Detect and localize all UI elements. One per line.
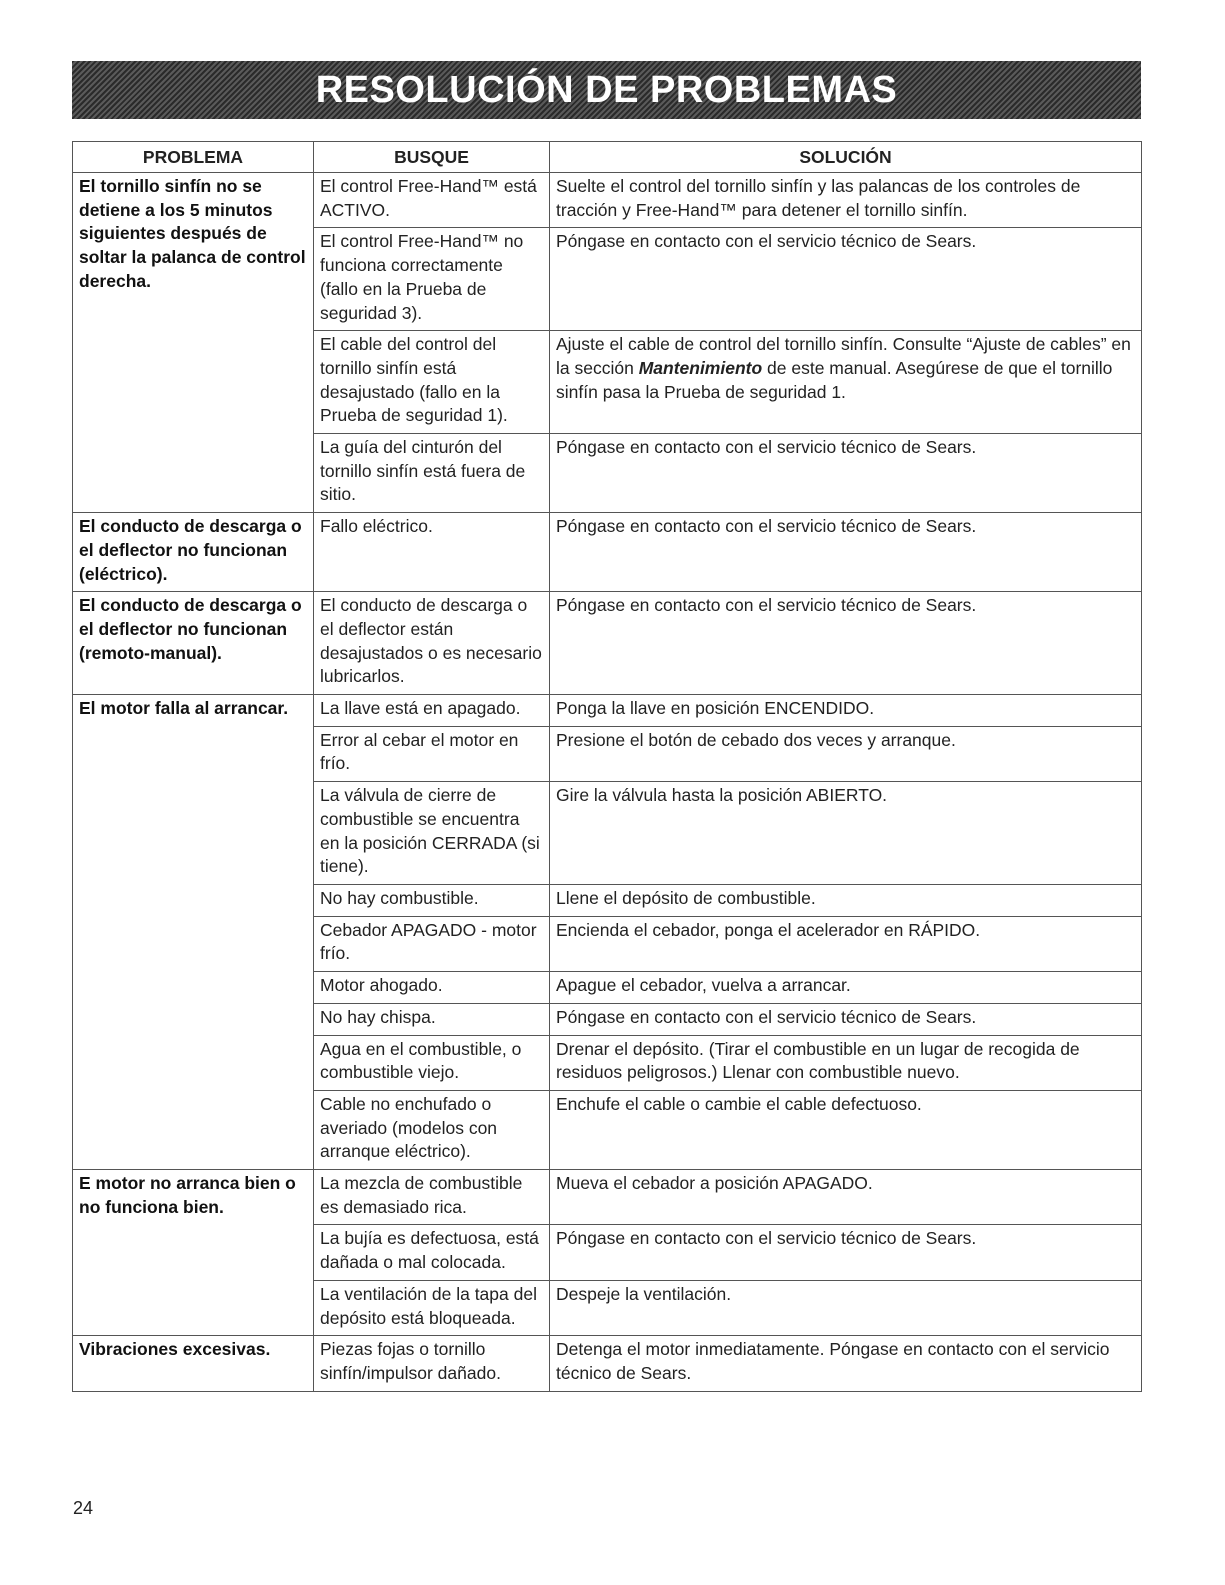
problem-cell: El motor falla al arrancar. bbox=[73, 695, 314, 1170]
solution-cell: Póngase en contacto con el servicio técnico de Sears. bbox=[550, 1225, 1142, 1280]
title-banner bbox=[72, 61, 1141, 119]
cause-cell: La válvula de cierre de combustible se encuentra en la posición CERRADA (si tiene). bbox=[314, 782, 550, 885]
cause-cell: El control Free-Hand™ no funciona correctamente (fallo en la Prueba de seguridad 3). bbox=[314, 228, 550, 331]
cause-cell: No hay combustible. bbox=[314, 884, 550, 916]
solution-cell: Ponga la llave en posición ENCENDIDO. bbox=[550, 695, 1142, 727]
table-row bbox=[73, 513, 1142, 592]
table-row bbox=[73, 695, 1142, 727]
table-row bbox=[73, 592, 1142, 695]
cause-cell: La ventilación de la tapa del depósito está bloqueada. bbox=[314, 1280, 550, 1335]
cause-cell: Motor ahogado. bbox=[314, 972, 550, 1004]
cause-cell: El conducto de descarga o el deflector están desajustados o es necesario lubricarlos. bbox=[314, 592, 550, 695]
problem-cell: El conducto de descarga o el deflector no funcionan (eléctrico). bbox=[73, 513, 314, 592]
cause-cell: La bujía es defectuosa, está dañada o mal colocada. bbox=[314, 1225, 550, 1280]
solution-cell: Póngase en contacto con el servicio técnico de Sears. bbox=[550, 434, 1142, 513]
header-problema: PROBLEMA bbox=[73, 142, 314, 173]
page-title: RESOLUCIÓN DE PROBLEMAS bbox=[315, 68, 898, 111]
solution-cell: Apague el cebador, vuelva a arrancar. bbox=[550, 972, 1142, 1004]
solution-cell: Póngase en contacto con el servicio técnico de Sears. bbox=[550, 513, 1142, 592]
solution-cell: Llene el depósito de combustible. bbox=[550, 884, 1142, 916]
solution-cell: Gire la válvula hasta la posición ABIERTO. bbox=[550, 782, 1142, 885]
solution-cell: Suelte el control del tornillo sinfín y las palancas de los controles de tracción y Free-Hand™ para detener el tornillo sinfín. bbox=[550, 173, 1142, 228]
problem-cell: Vibraciones excesivas. bbox=[73, 1336, 314, 1391]
header-busque: BUSQUE bbox=[314, 142, 550, 173]
table-row bbox=[73, 1170, 1142, 1225]
solution-cell: Póngase en contacto con el servicio técnico de Sears. bbox=[550, 1003, 1142, 1035]
table-row bbox=[73, 1336, 1142, 1391]
cause-cell: Piezas fojas o tornillo sinfín/impulsor dañado. bbox=[314, 1336, 550, 1391]
cause-cell: Error al cebar el motor en frío. bbox=[314, 726, 550, 781]
solution-cell: Despeje la ventilación. bbox=[550, 1280, 1142, 1335]
problem-cell: E motor no arranca bien o no funciona bien. bbox=[73, 1170, 314, 1336]
troubleshooting-table bbox=[72, 141, 1142, 1392]
solution-cell: Póngase en contacto con el servicio técnico de Sears. bbox=[550, 228, 1142, 331]
problem-cell: El conducto de descarga o el deflector no funcionan (remoto-manual). bbox=[73, 592, 314, 695]
page-number: 24 bbox=[73, 1498, 94, 1518]
solution-text: de este manual. Asegúrese de que el tornillo sinfín pasa la Prueba de seguridad 1. bbox=[556, 357, 1113, 402]
problem-cell: El tornillo sinfín no se detiene a los 5 minutos siguientes después de soltar la palanca de control derecha. bbox=[73, 173, 314, 513]
section-reference: Mantenimiento bbox=[638, 357, 763, 378]
solution-cell: Encienda el cebador, ponga el acelerador en RÁPIDO. bbox=[550, 916, 1142, 971]
cause-cell: Cebador APAGADO - motor frío. bbox=[314, 916, 550, 971]
solution-cell: Detenga el motor inmediatamente. Póngase en contacto con el servicio técnico de Sears. bbox=[550, 1336, 1142, 1391]
header-row bbox=[73, 142, 1142, 173]
cause-cell: Agua en el combustible, o combustible viejo. bbox=[314, 1035, 550, 1090]
cause-cell: La guía del cinturón del tornillo sinfín está fuera de sitio. bbox=[314, 434, 550, 513]
solution-cell: Drenar el depósito. (Tirar el combustible en un lugar de recogida de residuos peligrosos.) Llenar con combustible nuevo. bbox=[550, 1035, 1142, 1090]
solution-cell bbox=[550, 331, 1142, 434]
cause-cell: Cable no enchufado o averiado (modelos con arranque eléctrico). bbox=[314, 1090, 550, 1169]
cause-cell: Fallo eléctrico. bbox=[314, 513, 550, 592]
solution-text: Ajuste el cable de control del tornillo sinfín. Consulte “Ajuste de cables” en la sección bbox=[556, 334, 1131, 378]
cause-cell: El cable del control del tornillo sinfín está desajustado (fallo en la Prueba de seguridad 1). bbox=[314, 331, 550, 434]
header-solucion: SOLUCIÓN bbox=[550, 142, 1142, 173]
cause-cell: La llave está en apagado. bbox=[314, 695, 550, 727]
cause-cell: El control Free-Hand™ está ACTIVO. bbox=[314, 173, 550, 228]
cause-cell: La mezcla de combustible es demasiado rica. bbox=[314, 1170, 550, 1225]
solution-cell: Enchufe el cable o cambie el cable defectuoso. bbox=[550, 1090, 1142, 1169]
cause-cell: No hay chispa. bbox=[314, 1003, 550, 1035]
table-row bbox=[73, 173, 1142, 228]
solution-cell: Mueva el cebador a posición APAGADO. bbox=[550, 1170, 1142, 1225]
solution-cell: Presione el botón de cebado dos veces y arranque. bbox=[550, 726, 1142, 781]
solution-cell: Póngase en contacto con el servicio técnico de Sears. bbox=[550, 592, 1142, 695]
